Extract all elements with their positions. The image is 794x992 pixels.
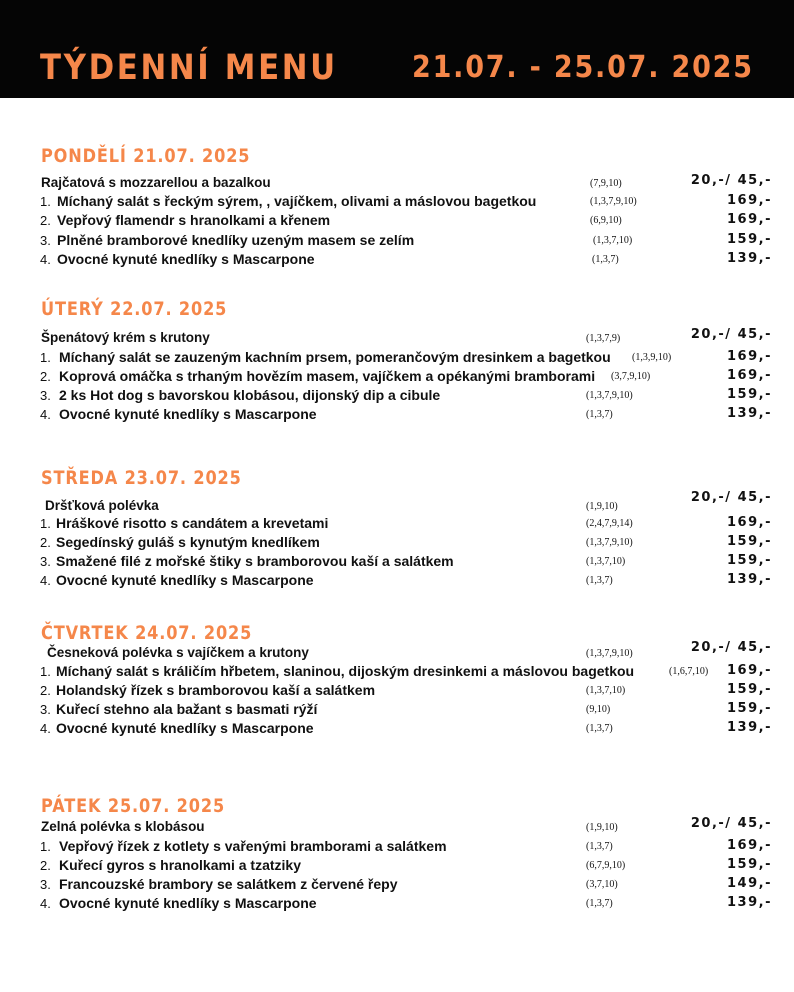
item-name: Ovocné kynuté knedlíky s Mascarpone [56,720,314,736]
menu-item [0,193,794,211]
item-name: Koprová omáčka s trhaným hovězím masem, vajíčkem a opékanými bramborami [59,368,596,384]
item-allergens: (1,3,7) [586,723,613,734]
item-number: 1. [40,516,51,531]
item-price: 159,- [727,682,772,697]
menu-item [0,232,794,250]
item-number: 4. [40,252,51,267]
item-price: 169,- [727,838,772,853]
item-allergens: (2,4,7,9,14) [586,518,633,529]
soup-row [0,327,794,348]
item-price: 169,- [727,368,772,383]
item-number: 2. [40,369,51,384]
day-title: PONDĚLÍ 21.07. 2025 [41,145,251,167]
item-name: Vepřový řízek z kotlety s vařenými bramborami a salátkem [59,838,447,854]
item-price: 169,- [727,663,772,678]
menu-item [0,349,794,367]
menu-item [0,553,794,571]
menu-item [0,895,794,913]
menu-item [0,701,794,719]
item-number: 4. [40,407,51,422]
soup-price: 20,-/ 45,- [690,173,772,188]
menu-item [0,838,794,856]
menu-item [0,515,794,533]
soup-allergens: (1,9,10) [586,501,618,512]
item-number: 1. [40,839,51,854]
menu-item [0,572,794,590]
soup-name: Dršťková polévka [45,498,159,513]
item-name: Ovocné kynuté knedlíky s Mascarpone [57,251,315,267]
item-name: Míchaný salát s řeckým sýrem, , vajíčkem, olivami a máslovou bagetkou [57,193,537,209]
soup-row [0,490,794,516]
day-title: PÁTEK 25.07. 2025 [41,795,226,817]
item-number: 1. [40,194,51,209]
item-name: Segedínský guláš s kynutým knedlíkem [56,534,320,550]
item-allergens: (1,3,7,10) [586,685,626,696]
item-price: 159,- [727,701,772,716]
item-number: 1. [40,350,51,365]
item-name: Smažené filé z mořské štiky s bramborovou kaší a salátkem [56,553,454,569]
item-price: 159,- [727,534,772,549]
item-allergens: (1,3,7) [586,575,613,586]
item-price: 169,- [727,193,772,208]
item-allergens: (1,3,9,10) [632,352,672,363]
soup-name: Rajčatová s mozzarellou a bazalkou [41,175,271,190]
item-price: 159,- [727,387,772,402]
item-price: 159,- [727,232,772,247]
item-allergens: (1,3,7) [586,841,613,852]
soup-allergens: (7,9,10) [590,178,622,189]
item-number: 3. [40,554,51,569]
soup-name: Česneková polévka s vajíčkem a krutony [47,645,309,660]
day-title: STŘEDA 23.07. 2025 [41,467,242,489]
item-allergens: (6,9,10) [590,215,622,226]
item-allergens: (1,3,7,9,10) [590,196,637,207]
item-price: 159,- [727,553,772,568]
soup-price: 20,-/ 45,- [690,490,772,505]
soup-row [0,640,794,663]
item-name: Vepřový flamendr s hranolkami a křenem [57,212,331,228]
soup-allergens: (1,3,7,9) [586,333,621,344]
item-allergens: (1,3,7) [586,409,613,420]
menu-title: TÝDENNÍ MENU [40,48,338,88]
item-number: 2. [40,683,51,698]
menu-item [0,682,794,700]
item-name: 2 ks Hot dog s bavorskou klobásou, dijonský dip a cibule [59,387,441,403]
soup-row [0,175,794,193]
item-name: Plněné bramborové knedlíky uzeným masem se zelím [57,232,415,248]
item-price: 139,- [727,895,772,910]
menu-item [0,876,794,894]
menu-item [0,212,794,230]
menu-item [0,720,794,738]
soup-price: 20,-/ 45,- [690,816,772,831]
item-number: 4. [40,721,51,736]
menu-item [0,857,794,875]
item-number: 2. [40,858,51,873]
item-number: 4. [40,896,51,911]
item-name: Ovocné kynuté knedlíky s Mascarpone [56,572,314,588]
item-allergens: (1,3,7) [592,254,619,265]
menu-item [0,251,794,269]
day-title: ČTVRTEK 24.07. 2025 [41,622,253,644]
item-price: 139,- [727,572,772,587]
item-allergens: (3,7,9,10) [611,371,651,382]
item-allergens: (3,7,10) [586,879,618,890]
item-name: Hráškové risotto s candátem a krevetami [56,515,329,531]
item-number: 3. [40,388,51,403]
item-allergens: (1,3,7,10) [586,556,626,567]
item-name: Míchaný salát se zauzeným kachním prsem, pomerančovým dresinkem a bagetkou [59,349,611,365]
item-name: Francouzské brambory se salátkem z červené řepy [59,876,398,892]
item-number: 3. [40,702,51,717]
item-number: 3. [40,233,51,248]
item-name: Kuřecí gyros s hranolkami a tzatziky [59,857,301,873]
item-number: 2. [40,535,51,550]
item-number: 4. [40,573,51,588]
item-number: 2. [40,213,51,228]
item-allergens: (1,3,7,9,10) [586,390,633,401]
item-price: 139,- [727,406,772,421]
soup-allergens: (1,3,7,9,10) [586,648,633,659]
item-price: 139,- [727,251,772,266]
soup-row [0,816,794,837]
item-number: 3. [40,877,51,892]
item-price: 169,- [727,349,772,364]
item-name: Holandský řízek s bramborovou kaší a salátkem [56,682,376,698]
menu-item [0,534,794,552]
menu-item [0,406,794,424]
item-name: Kuřecí stehno ala bažant s basmati rýží [56,701,318,717]
day-title: ÚTERÝ 22.07. 2025 [41,298,228,320]
item-price: 139,- [727,720,772,735]
item-price: 169,- [727,212,772,227]
item-price: 159,- [727,857,772,872]
menu-item [0,387,794,405]
menu-item [0,368,794,386]
item-name: Ovocné kynuté knedlíky s Mascarpone [59,895,317,911]
soup-name: Špenátový krém s krutony [41,330,210,345]
item-name: Ovocné kynuté knedlíky s Mascarpone [59,406,317,422]
item-allergens: (1,3,7) [586,898,613,909]
item-allergens: (6,7,9,10) [586,860,626,871]
soup-name: Zelná polévka s klobásou [41,819,205,834]
header-bar [0,0,794,98]
item-price: 149,- [727,876,772,891]
soup-allergens: (1,9,10) [586,822,618,833]
item-allergens: (9,10) [586,704,611,715]
item-price: 169,- [727,515,772,530]
item-allergens: (1,6,7,10) [669,666,709,677]
soup-price: 20,-/ 45,- [690,327,772,342]
item-number: 1. [40,664,51,679]
soup-price: 20,-/ 45,- [690,640,772,655]
menu-item [0,663,794,681]
item-allergens: (1,3,7,10) [593,235,633,246]
item-allergens: (1,3,7,9,10) [586,537,633,548]
date-range: 21.07. - 25.07. 2025 [412,50,754,85]
item-name: Míchaný salát s králičím hřbetem, slaninou, dijoským dresinkemi a máslovou bagetkou [56,663,635,679]
